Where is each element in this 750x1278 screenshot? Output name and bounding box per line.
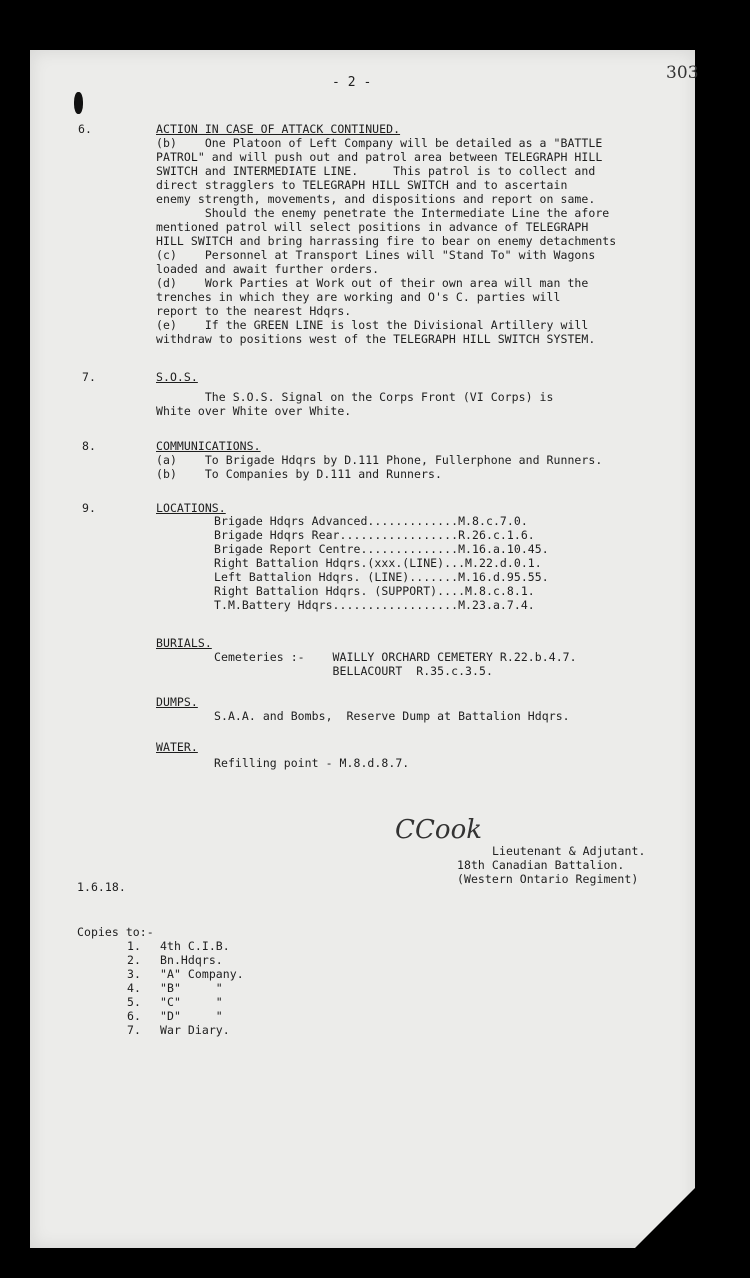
text-line: (b) To Companies by D.111 and Runners. — [156, 467, 442, 481]
section-title: COMMUNICATIONS. — [156, 439, 261, 453]
copy-recipient: "D" " — [160, 1009, 223, 1023]
copy-number: 5. — [127, 995, 141, 1009]
text-line: S.A.A. and Bombs, Reserve Dump at Battalion Hdqrs. — [214, 709, 570, 723]
text-line: SWITCH and INTERMEDIATE LINE. This patrol is to collect and — [156, 164, 596, 178]
section-title: S.O.S. — [156, 370, 198, 384]
copy-number: 1. — [127, 939, 141, 953]
text-line: direct stragglers to TELEGRAPH HILL SWITCH and to ascertain — [156, 178, 568, 192]
copy-recipient: "C" " — [160, 995, 223, 1009]
copy-recipient: Bn.Hdqrs. — [160, 953, 223, 967]
copy-recipient: "A" Company. — [160, 967, 244, 981]
location-row: Right Battalion Hdqrs. (SUPPORT)....M.8.c.8.1. — [214, 584, 535, 598]
text-line: HILL SWITCH and bring harrassing fire to bear on enemy detachments — [156, 234, 617, 248]
section-number: 6. — [78, 122, 92, 136]
text-line: (e) If the GREEN LINE is lost the Divisional Artillery will — [156, 318, 589, 332]
text-line: report to the nearest Hdqrs. — [156, 304, 352, 318]
section-title: ACTION IN CASE OF ATTACK CONTINUED. — [156, 122, 401, 136]
signature-unit: 18th Canadian Battalion. — [457, 858, 625, 872]
location-row: Brigade Hdqrs Advanced.............M.8.c.7.0. — [214, 514, 528, 528]
text-line: mentioned patrol will select positions in advance of TELEGRAPH — [156, 220, 589, 234]
document-page — [30, 50, 699, 1248]
text-line: enemy strength, movements, and dispositions and report on same. — [156, 192, 596, 206]
section-number: 9. — [82, 501, 96, 515]
location-row: T.M.Battery Hdqrs..................M.23.a.7.4. — [214, 598, 535, 612]
copies-title: Copies to:- — [77, 925, 154, 939]
section-title: BURIALS. — [156, 636, 212, 650]
text-line: (d) Work Parties at Work out of their own area will man the — [156, 276, 589, 290]
text-line: (b) One Platoon of Left Company will be detailed as a "BATTLE — [156, 136, 603, 150]
text-line: White over White over White. — [156, 404, 352, 418]
copy-number: 4. — [127, 981, 141, 995]
copy-number: 6. — [127, 1009, 141, 1023]
page-number: - 2 - — [332, 75, 372, 90]
text-line: Refilling point - M.8.d.8.7. — [214, 756, 410, 770]
text-line: PATROL" and will push out and patrol area between TELEGRAPH HILL — [156, 150, 603, 164]
text-line: trenches in which they are working and O's C. parties will — [156, 290, 561, 304]
text-line: withdraw to positions west of the TELEGRAPH HILL SWITCH SYSTEM. — [156, 332, 596, 346]
folio-number: 303 — [666, 63, 699, 83]
text-line: (a) To Brigade Hdqrs by D.111 Phone, Fullerphone and Runners. — [156, 453, 603, 467]
copy-number: 3. — [127, 967, 141, 981]
text-line: loaded and await further orders. — [156, 262, 380, 276]
signature-regiment: (Western Ontario Regiment) — [457, 872, 639, 886]
text-line: Should the enemy penetrate the Intermediate Line the afore — [156, 206, 610, 220]
text-line: Cemeteries :- WAILLY ORCHARD CEMETERY R.22.b.4.7. — [214, 650, 577, 664]
location-row: Brigade Hdqrs Rear.................R.26.c.1.6. — [214, 528, 535, 542]
copy-recipient: 4th C.I.B. — [160, 939, 230, 953]
text-line: BELLACOURT R.35.c.3.5. — [214, 664, 493, 678]
copy-number: 7. — [127, 1023, 141, 1037]
text-line: The S.O.S. Signal on the Corps Front (VI Corps) is — [156, 390, 554, 404]
section-title: WATER. — [156, 740, 198, 754]
text-line: (c) Personnel at Transport Lines will "Stand To" with Wagons — [156, 248, 596, 262]
location-row: Right Battalion Hdqrs.(xxx.(LINE)...M.22.d.0.1. — [214, 556, 542, 570]
ink-blot — [74, 92, 83, 114]
copy-number: 2. — [127, 953, 141, 967]
location-row: Left Battalion Hdqrs. (LINE).......M.16.d.95.55. — [214, 570, 549, 584]
document-date: 1.6.18. — [77, 880, 126, 894]
signature-rank: Lieutenant & Adjutant. — [492, 844, 646, 858]
page-corner-fold — [635, 1188, 695, 1248]
handwritten-signature: CCook — [395, 815, 483, 845]
section-title: LOCATIONS. — [156, 501, 226, 515]
section-title: DUMPS. — [156, 695, 198, 709]
location-row: Brigade Report Centre..............M.16.a.10.45. — [214, 542, 549, 556]
copy-recipient: War Diary. — [160, 1023, 230, 1037]
section-number: 8. — [82, 439, 96, 453]
copy-recipient: "B" " — [160, 981, 223, 995]
section-number: 7. — [82, 370, 96, 384]
